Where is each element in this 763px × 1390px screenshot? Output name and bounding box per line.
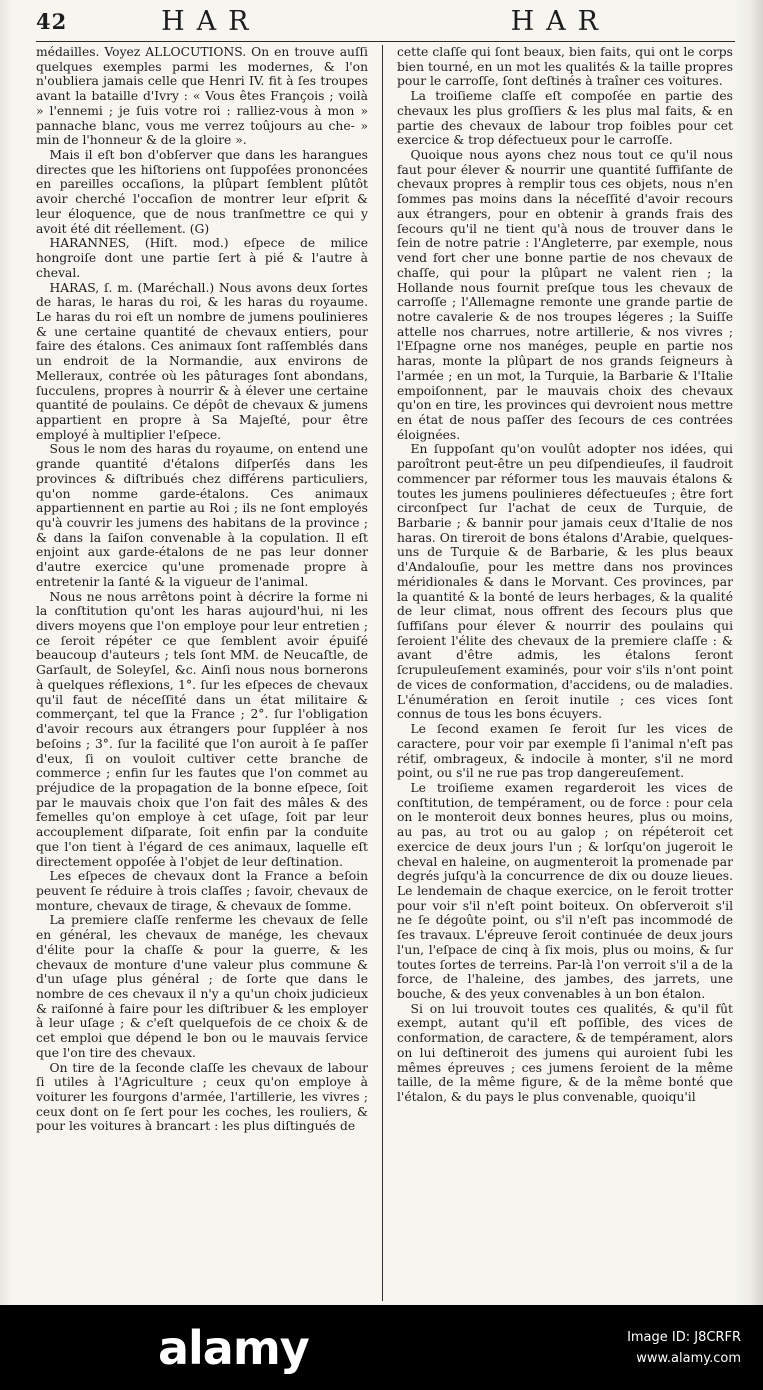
paragraph: Les eſpeces de chevaux dont la France a beſoin peuvent ſe réduire à trois claſſes ; ſavoir, chevaux de monture, chevaux de tirage, & chevaux de ſomme.: [36, 869, 368, 913]
paragraph: cette claſſe qui ſont beaux, bien faits, qui ont le corps bien tourné, en un mot les qualités & la taille propres pour le carroſſe, ſont deſtinés à traîner ces voitures.: [397, 45, 733, 89]
alamy-url: www.alamy.com: [636, 1350, 741, 1366]
paragraph: Mais il eſt bon d'obſerver que dans les harangues directes que les hiſtoriens ont ſuppoſées prononcées en pareilles occaſions, la plûpart ſemblent plûtôt avoir cherché l'occaſion de montrer leur eſprit & leur éloquence, que de nous tranſmettre ce qui y avoit été dit réellement. (G): [36, 148, 368, 236]
paragraph: La premiere claſſe renferme les chevaux de ſelle en général, les chevaux de manége, les chevaux d'élite pour la chaſſe & pour la guerre, & les chevaux de monture d'une valeur plus commune & d'un uſage plus général ; de ſorte que dans le nombre de ces chevaux il n'y a qu'un choix judicieux & raiſonné à faire pour les diſtribuer & les employer à leur uſage ; & c'eſt quelquefois de ce choix & de cet emploi que dépend le bon ou le mauvais ſervice que l'on tire des chevaux.: [36, 913, 368, 1060]
page-number: 42: [36, 9, 68, 34]
left-column: [36, 45, 368, 1301]
paragraph: Le ſecond examen ſe feroit ſur les vices de caractere, pour voir par exemple ſi l'animal n'eſt pas rétif, ombrageux, & indocile à monter, s'il ne mord point, ou s'il ne rue pas trop dangereuſement.: [397, 722, 733, 781]
watermark-info: [627, 1327, 741, 1369]
paragraph: On tire de la ſeconde claſſe les chevaux de labour ſi utiles à l'Agriculture ; ceux qu'on employe à voiturer les fourgons d'armée, l'artillerie, les vivres ; ceux dont on ſe ſert pour les coches, les rouliers, & pour les voitures à brancart : les plus diſtingués de: [36, 1060, 368, 1134]
paragraph: Nous ne nous arrêtons point à décrire la forme ni la conſtitution qu'ont les haras aujourd'hui, ni les divers moyens que l'on employe pour leur entretien ; ce ſeroit répéter ce que ſemblent avoir épuiſé beaucoup d'auteurs ; tels ſont MM. de Neucaſtle, de Garſault, de Soleyſel, &c. Ainſi nous nous bornerons à quelques réflexions, 1°. ſur les eſpeces de chevaux qu'il faut de néceſſité dans un état militaire & commerçant, tel que la France ; 2°. ſur l'obligation d'avoir recours aux étrangers pour ſuppléer à nos beſoins ; 3°. ſur la facilité que l'on auroit à ſe paſſer d'eux, ſi on vouloit cultiver cette branche de commerce ; enfin ſur les fautes que l'on commet au préjudice de la propagation de la bonne eſpece, ſoit par le mauvais choix que l'on fait des mâles & des femelles qu'on employe à cet uſage, ſoit par leur accouplement diſparate, ſoit enfin par la conduite que l'on tient à l'égard de ces animaux, laquelle eſt directement oppoſée à l'objet de leur deſtination.: [36, 589, 368, 869]
page-header: [36, 8, 735, 38]
paragraph: Sous le nom des haras du royaume, on entend une grande quantité d'étalons diſperſés dans les provinces & diſtribués chez différens particuliers, qu'on nomme garde-étalons. Ces animaux appartiennent en partie au Roi ; ils ne ſont employés qu'à couvrir les jumens des habitans de la province ; & dans la ſaiſon convenable à la copulation. Il eſt enjoint aux garde-étalons de ne pas leur donner d'autre exercice qu'une promenade propre à entretenir la ſanté & la vigueur de l'animal.: [36, 442, 368, 589]
column-divider: [382, 45, 383, 1301]
alamy-logo: alamy: [158, 1320, 309, 1375]
column-header-right: HAR: [510, 6, 610, 37]
text-columns: [36, 45, 735, 1301]
paragraph: HARAS, ſ. m. (Maréchall.) Nous avons deux ſortes de haras, le haras du roi, & les haras du royaume. Le haras du roi eſt un nombre de jumens poulinieres & une certaine quantité de chevaux entiers, pour faire des étalons. Ces animaux ſont raſſemblés dans un endroit de la Normandie, aux environs de Melleraux, contrée où les pâturages ſont abondans, ſucculens, propres à nourrir & à élever une certaine quantité de poulains. Ce dépôt de chevaux & jumens appartient en propre à Sa Majeſté, pour être employé à multiplier l'eſpece.: [36, 280, 368, 442]
paragraph: Si on lui trouvoit toutes ces qualités, & qu'il fût exempt, autant qu'il eſt poſſible, des vices de conformation, de caractere, & de tempérament, alors on lui deſtineroit des jumens qui auroient ſubi les mêmes épreuves ; ces jumens ſeroient de la même taille, de la même figure, & de la même bonté que l'étalon, & du pays le plus convenable, quoiqu'il: [397, 1001, 733, 1105]
paragraph: HARANNES, (Hiſt. mod.) eſpece de milice hongroiſe dont une partie ſert à pié & l'autre à cheval.: [36, 236, 368, 280]
image-id-text: Image ID: J8CRFR: [627, 1329, 741, 1345]
paragraph: médailles. Voyez ALLOCUTIONS. On en trouve auſſi quelques exemples parmi les modernes, & l'on n'oubliera jamais celle que Henri IV. fit à ſes troupes avant la bataille d'Ivry : « Vous êtes François ; voilà » l'ennemi ; je ſuis votre roi : ralliez-vous à mon » pannache blanc, vous me verrez toûjours au che- » min de l'honneur & de la gloire ».: [36, 45, 368, 148]
right-column: [397, 45, 733, 1301]
alamy-watermark-bar: [0, 1305, 763, 1390]
paragraph: Quoique nous ayons chez nous tout ce qu'il nous faut pour élever & nourrir une quantité ſuffiſante de chevaux propres à remplir tous ces objets, nous n'en ſommes pas moins dans la néceſſité d'avoir recours aux étrangers, pour en obtenir à grands frais des ſecours qu'il ne tient qu'à nous de trouver dans le ſein de notre patrie : l'Angleterre, par exemple, nous vend fort cher une bonne partie de nos chevaux de chaſſe, qui pour la plûpart ne valent rien ; la Hollande nous fournit preſque tous les chevaux de carroſſe ; l'Allemagne remonte une grande partie de notre cavalerie & de nos troupes légeres ; la Suiſſe attelle nos charrues, notre artillerie, & nos vivres ; l'Eſpagne orne nos manéges, peuple en partie nos haras, monte la plûpart de nos grands ſeigneurs à l'armée ; en un mot, la Turquie, la Barbarie & l'Italie empoiſonnent, par le mauvais choix des chevaux qu'on en tire, les provinces qui devroient nous mettre en état de nous paſſer des ſecours de ces contrées éloignées.: [397, 148, 733, 442]
column-header-left: HAR: [161, 6, 261, 37]
paragraph: La troiſieme claſſe eſt compoſée en partie des chevaux les plus groſſiers & les plus mal faits, & en partie des chevaux de labour trop foibles pour cet exercice & trop défectueux pour le carroſſe.: [397, 89, 733, 148]
paragraph: Le troiſieme examen regarderoit les vices de conſtitution, de tempérament, ou de force : pour cela on le monteroit deux bonnes heures, plus ou moins, au pas, au trot ou au galop ; on répéteroit cet exercice de deux jours l'un ; & lorſqu'on jugeroit le cheval en haleine, on augmenteroit la promenade par degrés juſqu'à la concurrence de dix ou douze lieues. Le lendemain de chaque exercice, on le feroit trotter pour voir s'il n'eſt point boiteux. On obſerveroit s'il ne ſe dégoûte point, ou s'il n'eſt pas incommodé de ſes travaux. L'épreuve ſeroit continuée de deux jours l'un, l'eſpace de cinq à ſix mois, plus ou moins, & ſur toutes ſortes de terreins. Par-là l'on verroit s'il a de la force, de l'haleine, des jambes, des jarrets, une bouche, & des yeux convenables à un bon étalon.: [397, 780, 733, 1001]
paragraph: En ſuppoſant qu'on voulût adopter nos idées, qui paroîtront peut-être un peu diſpendieuſes, il faudroit commencer par réformer tous les mauvais étalons & toutes les jumens poulinieres défectueuſes ; être fort circonſpect ſur l'achat de ceux de Turquie, de Barbarie ; & bannir pour jamais ceux d'Italie de nos haras. On tireroit de bons étalons d'Arabie, quelques-uns de Turquie & de Barbarie, & les plus beaux d'Andalouſie, pour les mettre dans nos provinces méridionales & dans le Morvant. Ces provinces, par la quantité & la bonté de leurs herbages, & la qualité de leur climat, nous offrent des ſecours plus que ſuffiſans pour élever & nourrir des poulains qui ſeroient l'élite des chevaux de la premiere claſſe : & avant d'être admis, les étalons ſeront ſcrupuleuſement examinés, pour voir s'ils n'ont point de vices de conformation, d'accidens, ou de maladies. L'énumération en ſeroit inutile ; ces vices ſont connus de tous les bons écuyers.: [397, 442, 733, 722]
header-rule: [36, 41, 735, 42]
